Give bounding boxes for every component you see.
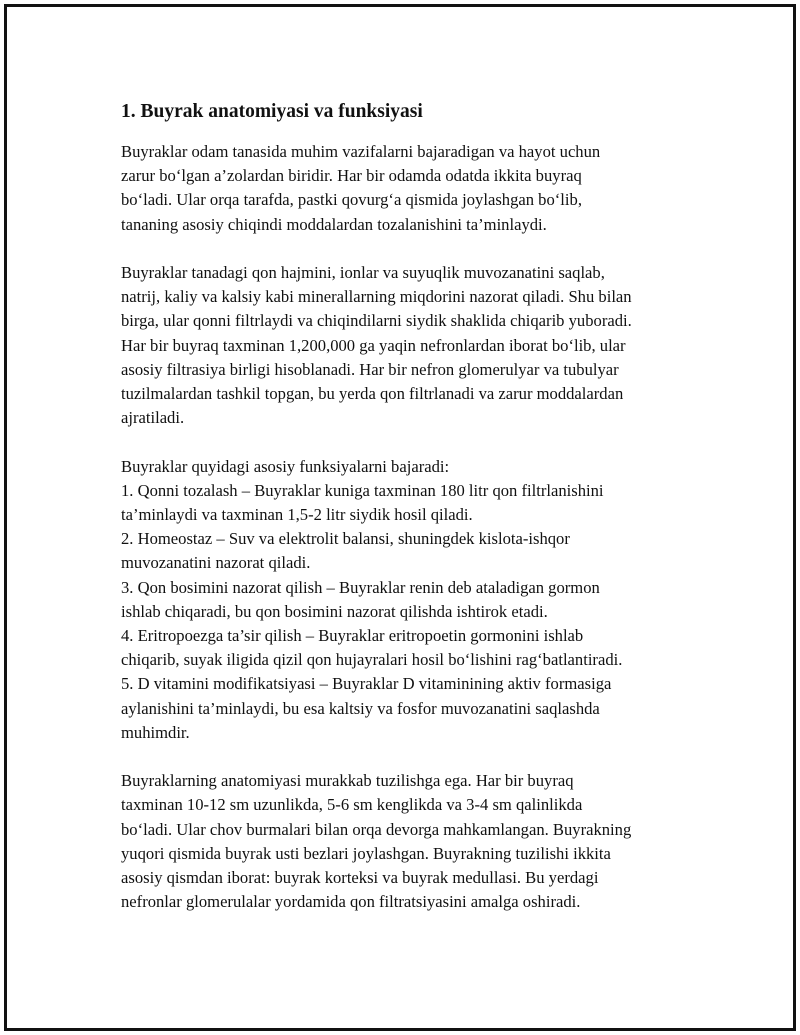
list-item-line: aylanishini ta’minlaydi, bu esa kaltsiy va fosfor muvozanatini saqlashda: [121, 698, 600, 718]
paragraph-anatomy: [121, 769, 693, 914]
section-heading: 1. Buyrak anatomiyasi va funksiyasi: [121, 101, 423, 122]
list-item-line: 1. Qonni tozalash – Buyraklar kuniga taxminan 180 litr qon filtrlanishini: [121, 480, 604, 500]
text-line: bo‘ladi. Ular orqa tarafda, pastki qovurg‘a qismida joylashgan bo‘lib,: [121, 190, 582, 210]
text-line: nefronlar glomerulalar yordamida qon filtratsiyasini amalga oshiradi.: [121, 892, 581, 912]
list-item-line: 3. Qon bosimini nazorat qilish – Buyraklar renin deb ataladigan gormon: [121, 577, 600, 597]
list-item-line: 2. Homeostaz – Suv va elektrolit balansi, shuningdek kislota-ishqor: [121, 529, 570, 549]
list-item-line: 5. D vitamini modifikatsiyasi – Buyraklar D vitaminining aktiv formasiga: [121, 674, 612, 694]
text-line: birga, ular qonni filtrlaydi va chiqindilarni siydik shaklida chiqarib yuboradi.: [121, 311, 632, 331]
list-item-line: ishlab chiqaradi, bu qon bosimini nazorat qilishda ishtirok etadi.: [121, 601, 548, 621]
text-line: tuzilmalardan tashkil topgan, bu yerda qon filtrlanadi va zarur moddalardan: [121, 384, 624, 404]
text-line: natrij, kaliy va kalsiy kabi minerallarning miqdorini nazorat qiladi. Shu bilan: [121, 287, 632, 307]
text-line: Buyraklar tanadagi qon hajmini, ionlar va suyuqlik muvozanatini saqlab,: [121, 263, 605, 282]
list-item-line: muhimdir.: [121, 722, 190, 742]
text-line: zarur bo‘lgan a’zolardan biridir. Har bir odamda odatda ikkita buyraq: [121, 166, 582, 186]
list-item-line: muvozanatini nazorat qiladi.: [121, 553, 311, 573]
page-border: [4, 4, 796, 1031]
paragraph-function-list: [121, 455, 693, 745]
text-line: Buyraklar odam tanasida muhim vazifalarni bajaradigan va hayot uchun: [121, 142, 601, 161]
paragraph-intro: [121, 140, 693, 237]
text-line: tananing asosiy chiqindi moddalardan tozalanishini ta’minlaydi.: [121, 214, 547, 234]
text-line: asosiy qismdan iborat: buyrak korteksi va buyrak medullasi. Bu yerdagi: [121, 868, 599, 888]
text-line: Har bir buyraq taxminan 1,200,000 ga yaqin nefronlardan iborat bo‘lib, ular: [121, 335, 626, 355]
document-body: [121, 100, 693, 939]
list-intro-line: Buyraklar quyidagi asosiy funksiyalarni bajaradi:: [121, 456, 450, 476]
text-line: taxminan 10-12 sm uzunlikda, 5-6 sm kenglikda va 3-4 sm qalinlikda: [121, 795, 583, 815]
text-line: ajratiladi.: [121, 408, 185, 428]
text-line: bo‘ladi. Ular chov burmalari bilan orqa devorga mahkamlangan. Buyrakning: [121, 819, 632, 839]
paragraph-function-overview: [121, 261, 693, 430]
list-item-line: chiqarib, suyak iligida qizil qon hujayralari hosil bo‘lishini rag‘batlantiradi.: [121, 650, 623, 670]
list-item-line: 4. Eritropoezga ta’sir qilish – Buyraklar eritropoetin gormonini ishlab: [121, 626, 584, 646]
list-item-line: ta’minlaydi va taxminan 1,5-2 litr siydik hosil qiladi.: [121, 505, 473, 525]
text-line: asosiy filtrasiya birligi hisoblanadi. Har bir nefron glomerulyar va tubulyar: [121, 359, 619, 379]
text-line: yuqori qismida buyrak usti bezlari joylashgan. Buyrakning tuzilishi ikkita: [121, 843, 611, 863]
text-line: Buyraklarning anatomiyasi murakkab tuzilishga ega. Har bir buyraq: [121, 771, 574, 791]
